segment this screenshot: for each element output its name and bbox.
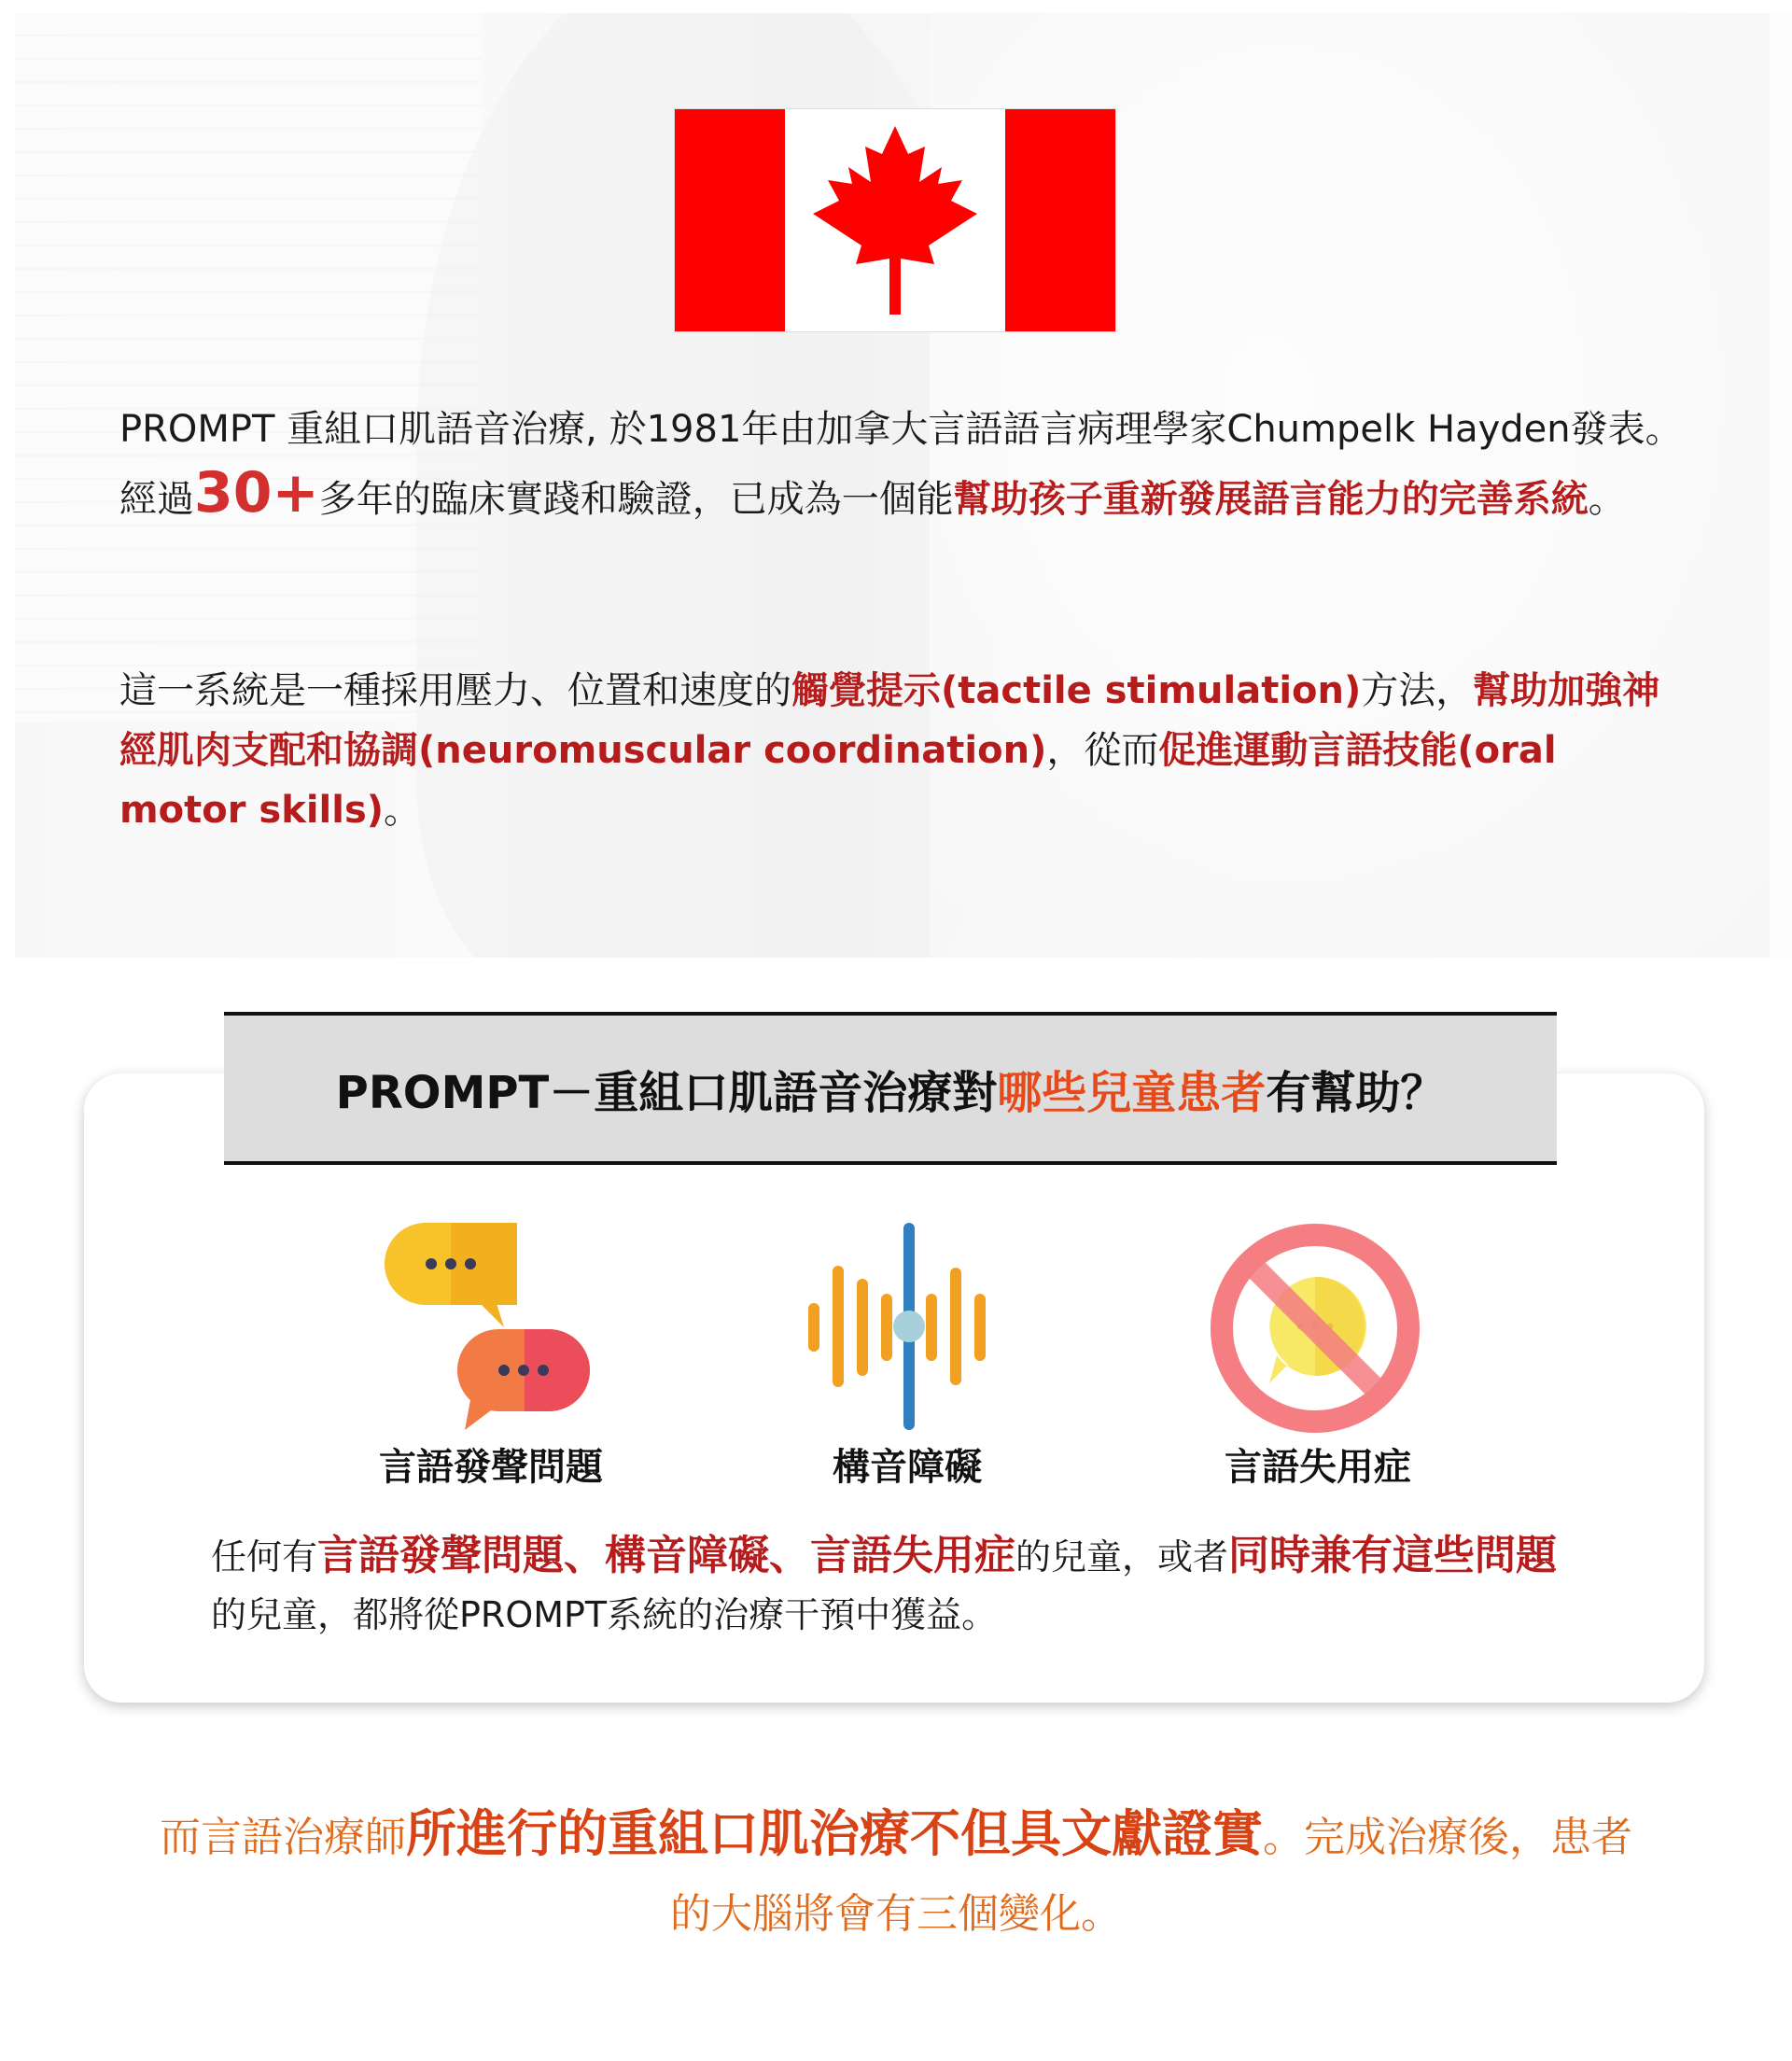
canada-flag (674, 108, 1116, 332)
method-highlight-1: 觸覺提示(tactile stimulation) (791, 669, 1362, 712)
method-text-c: ，從而 (1046, 729, 1159, 772)
method-end: 。 (384, 789, 422, 832)
label-articulation-disorder: 構音障礙 (833, 1446, 982, 1489)
benefit-highlight-2: 同時兼有這些問題 (1228, 1532, 1558, 1579)
method-text-b: 方法， (1361, 669, 1474, 712)
method-text-a: 這一系統是一種採用壓力、位置和速度的 (119, 669, 791, 712)
benefit-text-c: 的兒童，都將從PROMPT系統的治療干預中獲益。 (211, 1594, 998, 1635)
heading-text-b: 有幫助？ (1266, 1066, 1446, 1119)
benefit-text-a: 任何有 (211, 1536, 318, 1577)
sound-wave-icon (805, 1223, 1014, 1430)
benefit-text-b: 的兒童，或者 (1015, 1536, 1229, 1577)
intro-paragraph (119, 398, 1687, 531)
closing-strong: 所進行的重組口肌治療不但具文獻證實 (406, 1804, 1263, 1863)
closing-text-b: 。完成治療後，患者的大腦將會有三個變化。 (670, 1814, 1632, 1938)
maple-leaf-icon (811, 126, 979, 315)
intro-highlight: 幫助孩子重新發展語言能力的完善系統 (953, 478, 1589, 521)
intro-end: 。 (1588, 478, 1626, 521)
label-apraxia: 言語失用症 (1225, 1446, 1411, 1489)
intro-text-a: PROMPT 重組口肌語音治療, 於1981年由加拿大言語語言病理學家Chumpelk Hayden發表。經過 (119, 408, 1683, 521)
method-paragraph (119, 661, 1687, 840)
closing-text-a: 而言語治療師 (160, 1814, 406, 1861)
flag-band-left (675, 109, 785, 331)
speech-bubbles-icon (385, 1223, 594, 1430)
benefit-highlight-1: 言語發聲問題、構音障礙、言語失用症 (317, 1532, 1016, 1579)
closing-statement (149, 1796, 1643, 1953)
years-number: 30+ (194, 460, 319, 526)
heading-text-a: PROMPT－重組口肌語音治療對 (335, 1066, 998, 1119)
heading-accent: 哪些兒童患者 (997, 1066, 1267, 1119)
flag-band-right (1005, 109, 1115, 331)
method-highlight-2: 幫助加強神經肌肉支配和協調(neuromuscular coordination) (119, 669, 1660, 772)
label-voice-disorder: 言語發聲問題 (379, 1446, 603, 1489)
intro-text-b: 多年的臨床實踐和驗證，已成為一個能 (318, 478, 954, 521)
benefit-paragraph (211, 1527, 1592, 1644)
no-speech-icon (1210, 1223, 1421, 1434)
section-heading (224, 1012, 1557, 1165)
method-highlight-3: 促進運動言語技能(oral motor skills) (119, 729, 1557, 832)
